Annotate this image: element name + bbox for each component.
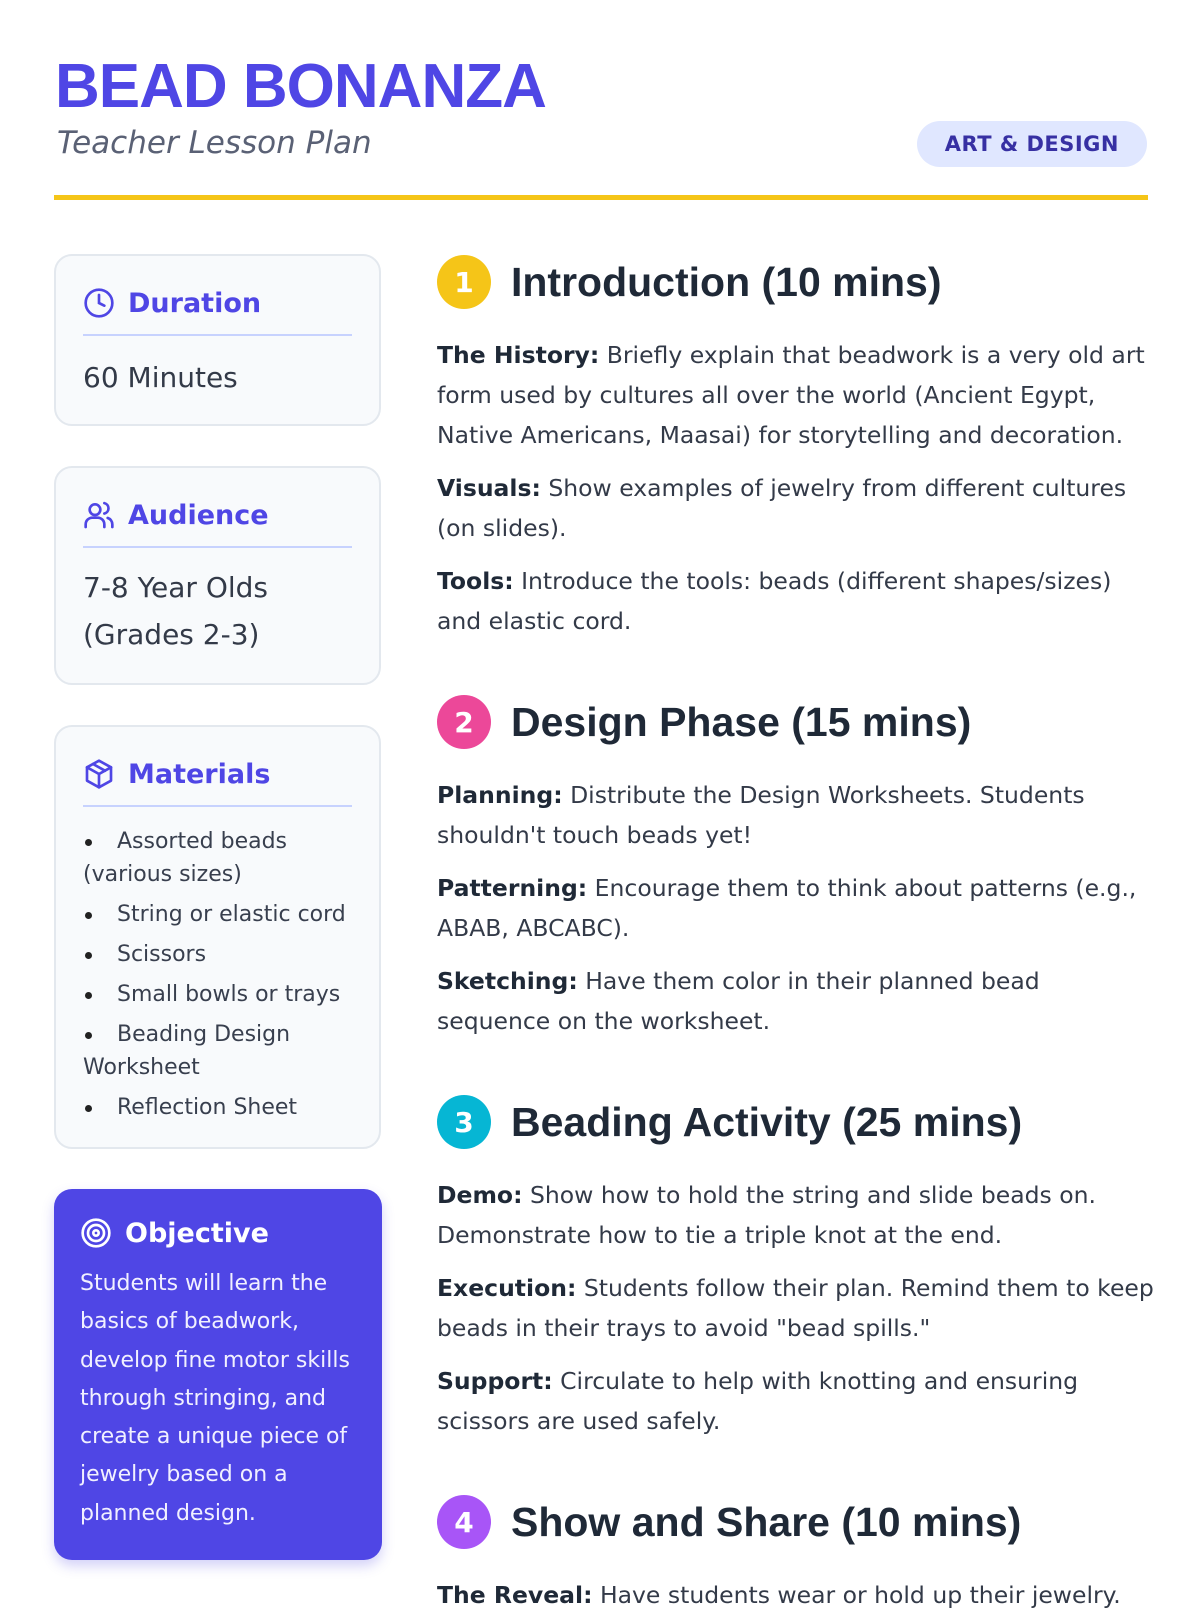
- section-title: Introduction (10 mins): [511, 258, 942, 305]
- duration-label: Duration: [128, 287, 262, 319]
- paragraph-text: Introduce the tools: beads (different shapes/sizes) and elastic cord.: [437, 567, 1112, 635]
- page-header: [55, 52, 1147, 200]
- section-paragraph: [437, 468, 1157, 548]
- section-title: Beading Activity (25 mins): [511, 1098, 1023, 1145]
- paragraph-label: Visuals:: [437, 474, 541, 502]
- duration-value: 60 Minutes: [83, 361, 238, 394]
- paragraph-text: Students follow their plan. Remind them to keep beads in their trays to avoid "bead spills.": [437, 1274, 1154, 1342]
- paragraph-text: Have students wear or hold up their jewelry.: [592, 1581, 1121, 1609]
- list-item: String or elastic cord: [83, 898, 352, 931]
- objective-text: Students will learn the basics of beadwork, develop fine motor skills through stringing, and create a unique piece of jewelry based on a planned design.: [80, 1271, 350, 1526]
- section-paragraph: [437, 561, 1157, 641]
- section-3-header: [437, 1095, 1022, 1149]
- target-icon: [80, 1217, 112, 1249]
- section-number-badge: 4: [437, 1495, 491, 1549]
- objective-label: Objective: [125, 1217, 269, 1249]
- paragraph-label: Support:: [437, 1367, 553, 1395]
- users-icon: [83, 499, 115, 531]
- audience-value: [83, 564, 352, 658]
- audience-line-2: (Grades 2-3): [83, 618, 260, 651]
- list-item: Reflection Sheet: [83, 1091, 352, 1124]
- paragraph-text: Show how to hold the string and slide beads on. Demonstrate how to tie a triple knot at the end.: [437, 1181, 1096, 1249]
- duration-header: [83, 282, 352, 336]
- paragraph-text: Encourage them to think about patterns (e.g., ABAB, ABCABC).: [437, 874, 1137, 942]
- paragraph-label: The History:: [437, 341, 600, 369]
- materials-list: [83, 825, 352, 1124]
- section-paragraph: [437, 335, 1157, 455]
- header-divider: [54, 195, 1148, 200]
- section-1-header: [437, 255, 942, 309]
- paragraph-label: The Reveal:: [437, 1581, 593, 1609]
- section-paragraph: [437, 1575, 1157, 1615]
- paragraph-label: Tools:: [437, 567, 514, 595]
- objective-card: [54, 1189, 382, 1560]
- audience-line-1: 7-8 Year Olds: [83, 571, 268, 604]
- list-item: Beading Design Worksheet: [83, 1018, 352, 1084]
- audience-card: [54, 466, 381, 685]
- section-title: Design Phase (15 mins): [511, 698, 972, 745]
- paragraph-label: Execution:: [437, 1274, 577, 1302]
- paragraph-text: Distribute the Design Worksheets. Students shouldn't touch beads yet!: [437, 781, 1085, 849]
- page-subtitle: Teacher Lesson Plan: [57, 125, 372, 161]
- list-item: Small bowls or trays: [83, 978, 352, 1011]
- page-title: BEAD BONANZA: [55, 52, 546, 121]
- section-4-header: [437, 1495, 1021, 1549]
- materials-header: [83, 753, 352, 807]
- section-paragraph: [437, 1268, 1157, 1348]
- subject-badge: ART & DESIGN: [917, 121, 1147, 167]
- paragraph-label: Sketching:: [437, 967, 578, 995]
- objective-header: [80, 1213, 356, 1253]
- section-paragraph: [437, 1175, 1157, 1255]
- list-item: Assorted beads (various sizes): [83, 825, 352, 891]
- paragraph-text: Have them color in their planned bead sequence on the worksheet.: [437, 967, 1040, 1035]
- materials-label: Materials: [128, 758, 271, 790]
- paragraph-text: Circulate to help with knotting and ensuring scissors are used safely.: [437, 1367, 1079, 1435]
- section-paragraph: [437, 1361, 1157, 1441]
- section-paragraph: [437, 961, 1157, 1041]
- box-icon: [83, 758, 115, 790]
- section-number-badge: 1: [437, 255, 491, 309]
- paragraph-label: Planning:: [437, 781, 563, 809]
- list-item: Scissors: [83, 938, 352, 971]
- section-title: Show and Share (10 mins): [511, 1498, 1022, 1545]
- clock-icon: [83, 287, 115, 319]
- audience-label: Audience: [128, 499, 269, 531]
- section-paragraph: [437, 775, 1157, 855]
- audience-header: [83, 494, 352, 548]
- section-paragraph: [437, 868, 1157, 948]
- section-number-badge: 3: [437, 1095, 491, 1149]
- paragraph-text: Show examples of jewelry from different cultures (on slides).: [437, 474, 1127, 542]
- duration-card: [54, 254, 381, 426]
- materials-card: [54, 725, 381, 1149]
- paragraph-label: Demo:: [437, 1181, 523, 1209]
- paragraph-text: Briefly explain that beadwork is a very old art form used by cultures all over the world (Ancient Egypt, Native Americans, Maasai) for storytelling and decoration.: [437, 341, 1145, 449]
- paragraph-label: Patterning:: [437, 874, 588, 902]
- section-2-header: [437, 695, 971, 749]
- section-number-badge: 2: [437, 695, 491, 749]
